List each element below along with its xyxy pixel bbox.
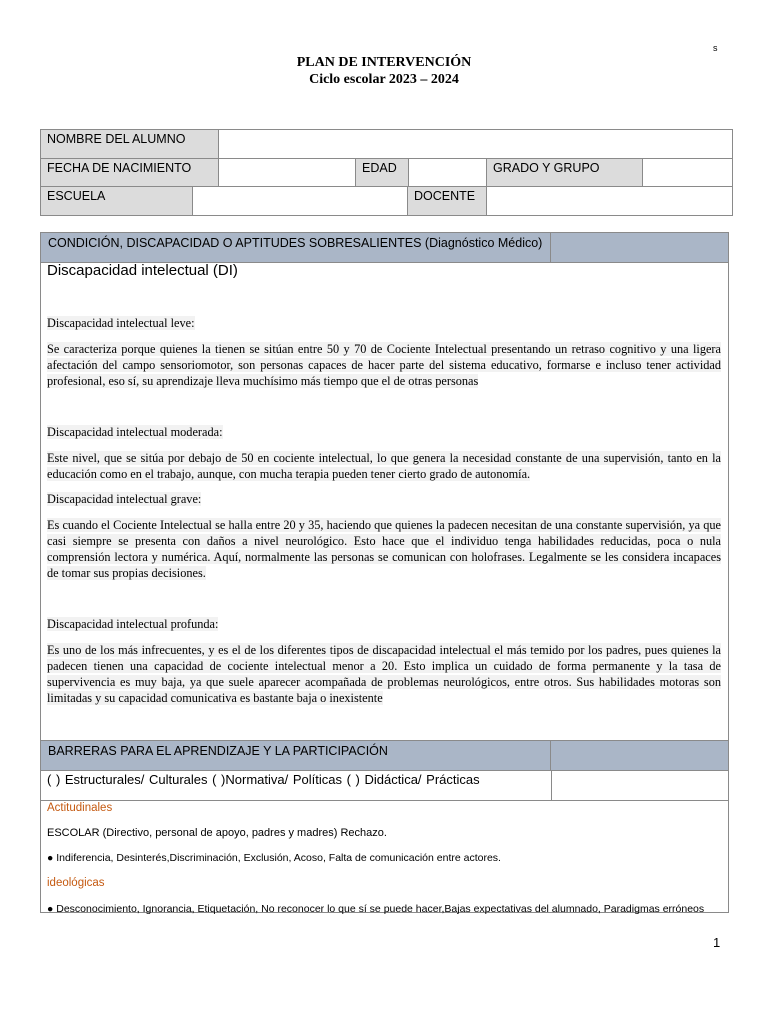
field-escuela[interactable] (192, 186, 408, 216)
label-docente: DOCENTE (407, 186, 487, 216)
field-grado[interactable] (642, 158, 733, 187)
section-moderada-heading: Discapacidad intelectual moderada: (47, 425, 223, 439)
label-grado: GRADO Y GRUPO (486, 158, 643, 187)
field-fecha[interactable] (218, 158, 356, 187)
barreras-options[interactable]: ( ) Estructurales/ Culturales ( )Normativa/ Políticas ( ) Didáctica/ Prácticas (47, 772, 480, 787)
section-moderada-text: Este nivel, que se sitúa por debajo de 50 en cociente intelectual, lo que genera la necesidad constante de una supervisión, tanto en la educación como en el trabajo, aunque, con mucha terapia pueden tener cierto grado de autonomía. (47, 451, 721, 481)
condicion-header-text: CONDICIÓN, DISCAPACIDAD O APTITUDES SOBRESALIENTES (Diagnóstico Médico) (48, 236, 543, 250)
document-title: PLAN DE INTERVENCIÓN (296, 55, 472, 70)
header-divider (550, 741, 551, 770)
options-divider (551, 771, 552, 801)
row-divider (40, 800, 729, 801)
label-edad: EDAD (355, 158, 409, 187)
corner-mark: s (713, 43, 718, 53)
barreras-header (40, 740, 729, 771)
label-fecha: FECHA DE NACIMIENTO (40, 158, 219, 187)
escolar-value: Rechazo. (340, 827, 387, 839)
section-profunda-heading: Discapacidad intelectual profunda: (47, 617, 219, 631)
section-leve-heading: Discapacidad intelectual leve: (47, 316, 195, 330)
di-title: Discapacidad intelectual (DI) (47, 262, 238, 279)
section-profunda-text: Es uno de los más infrecuentes, y es el de los diferentes tipos de discapacidad intelectual el más temido por los padres, pues quienes la padecen tienen una capacidad de cociente intelectual menor a 20. Esto implica un cuidado de forma permanente y la tasa de supervivencia es muy baja, ya que suele aparecer acompañada de problemas neurológicos, entre otros. Sus habilidades motoras son limitadas y su capacidad comunicativa es bastante baja o inexistente (47, 643, 721, 705)
section-grave-heading: Discapacidad intelectual grave: (47, 492, 202, 506)
document-subtitle: Ciclo escolar 2023 – 2024 (309, 72, 459, 87)
condicion-header (40, 232, 729, 263)
field-nombre[interactable] (218, 129, 733, 159)
page-number: 1 (713, 935, 721, 950)
label-nombre: NOMBRE DEL ALUMNO (40, 129, 219, 159)
actitudinales-label: Actitudinales (47, 802, 113, 814)
escolar-line: ESCOLAR (Directivo, personal de apoyo, padres y madres) Rechazo. (47, 827, 387, 839)
label-escuela: ESCUELA (40, 186, 193, 216)
ideologicas-label: ideológicas (47, 877, 105, 889)
header-divider (550, 233, 551, 262)
field-edad[interactable] (408, 158, 487, 187)
section-grave-text: Es cuando el Cociente Intelectual se halla entre 20 y 35, haciendo que quienes la padecen necesitan de una constante supervisión, ya que casi siempre se presenta con daños a nivel neurológico. Esto hace que el individuo tenga habilidades reducidas, poca o nula comprensión lectora y numérica. Aquí, normalmente las personas se comunican con holofrases. Legalmente se les considera incapaces de tomar sus propias decisiones. (47, 518, 721, 580)
section-leve-text: Se caracteriza porque quienes la tienen se sitúan entre 50 y 70 de Cociente Intelectual presentando un retraso cognitivo y una ligera afectación del campo sensoriomotor, son personas capaces de hacer parte del sistema educativo, formarse e incluso tener actividad profesional, eso sí, su aprendizaje lleva muchísimo más tiempo que el de otras personas (47, 342, 721, 388)
barreras-header-text: BARRERAS PARA EL APRENDIZAJE Y LA PARTICIPACIÓN (48, 744, 388, 758)
field-docente[interactable] (486, 186, 733, 216)
ideologicas-list: ● Desconocimiento, Ignorancia, Etiquetación, No reconocer lo que sí se puede hacer,Bajas expectativas del alumnado, Paradigmas erróneos (47, 903, 705, 915)
actitudinales-list: ● Indiferencia, Desinterés,Discriminación, Exclusión, Acoso, Falta de comunicación entre actores. (47, 852, 501, 864)
